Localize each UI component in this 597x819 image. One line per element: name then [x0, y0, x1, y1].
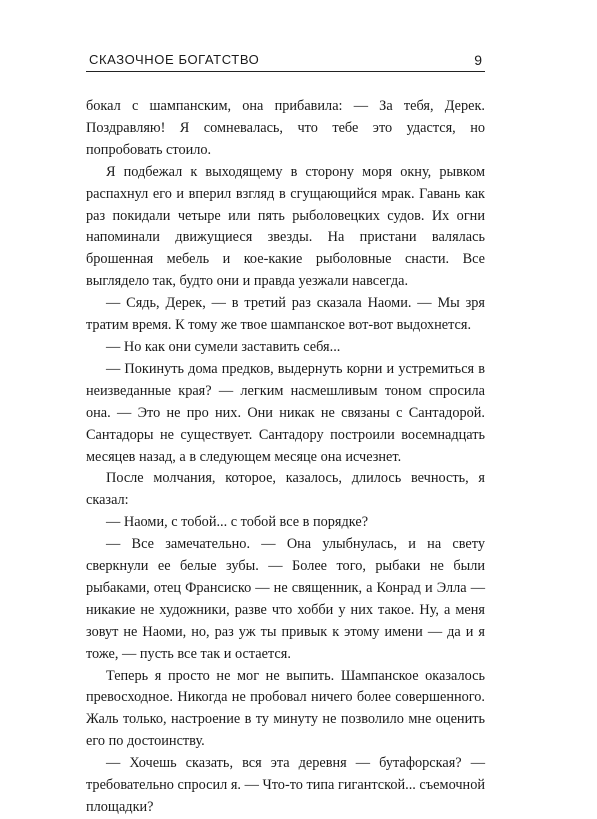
- running-head-title: СКАЗОЧНОЕ БОГАТСТВО: [89, 52, 260, 67]
- running-head: [86, 52, 485, 72]
- book-page: [86, 52, 485, 819]
- dialogue-line: — Хочешь сказать, вся эта деревня — бутафорская? — требовательно спросил я. — Что-то типа гигантской... съемочной площадки?: [86, 755, 485, 815]
- body-text: [86, 96, 485, 819]
- paragraph: бокал с шампанским, она прибавила: — За тебя, Дерек. Поздравляю! Я сомневалась, что тебе это удастся, но попробовать стоило.: [86, 98, 485, 158]
- page-number: 9: [474, 52, 482, 68]
- paragraph: [86, 337, 485, 359]
- paragraph: [86, 534, 485, 665]
- paragraph: [86, 753, 485, 819]
- dialogue-line: — Но как они сумели заставить себя...: [106, 338, 341, 355]
- paragraph: [86, 512, 485, 534]
- paragraph: Я подбежал к выходящему в сторону моря окну, рывком распахнул его и вперил взгляд в сгущающийся мрак. Гавань как раз покидали четыре или пять рыболовецких судов. Их огни напоминали движущиеся звезды. На пристани валялась брошенная мебель и кое-какие рыболовные снасти. Все выглядело так, будто они и правда уезжали навсегда.: [86, 163, 485, 290]
- paragraph: [86, 359, 485, 469]
- dialogue-line: — Сядь, Дерек, — в третий раз сказала Наоми. — Мы зря тратим время. К тому же твое шампанское вот-вот выдохнется.: [86, 295, 485, 334]
- dialogue-line: — Наоми, с тобой... с тобой все в порядке?: [106, 514, 369, 531]
- dialogue-line: — Покинуть дома предков, выдернуть корни и устремиться в неизведанные края? — легким насмешливым тоном спросила она. — Это не про них. Они никак не связаны с Сантадорой. Сантадоры не существует. Сантадору построили восемнадцать месяцев назад, а в следующем месяце она исчезнет.: [86, 360, 485, 465]
- paragraph: Теперь я просто не мог не выпить. Шампанское оказалось превосходное. Никогда не пробовал ничего более совершенного. Жаль только, настроение в ту минуту не позволило мне оценить его по достоинству.: [86, 667, 485, 750]
- dialogue-line: — Все замечательно. — Она улыбнулась, и на свету сверкнули ее белые зубы. — Более того, рыбаки не были рыбаками, отец Франсиско — не священник, а Конрад и Элла — никакие не художники, разве что хобби у них такое. Ну, а меня зовут не Наоми, но, раз уж ты привык к этому имени — да и я тоже, — пусть все так и остается.: [86, 536, 485, 662]
- paragraph: После молчания, которое, казалось, длилось вечность, я сказал:: [86, 470, 485, 509]
- paragraph: [86, 293, 485, 337]
